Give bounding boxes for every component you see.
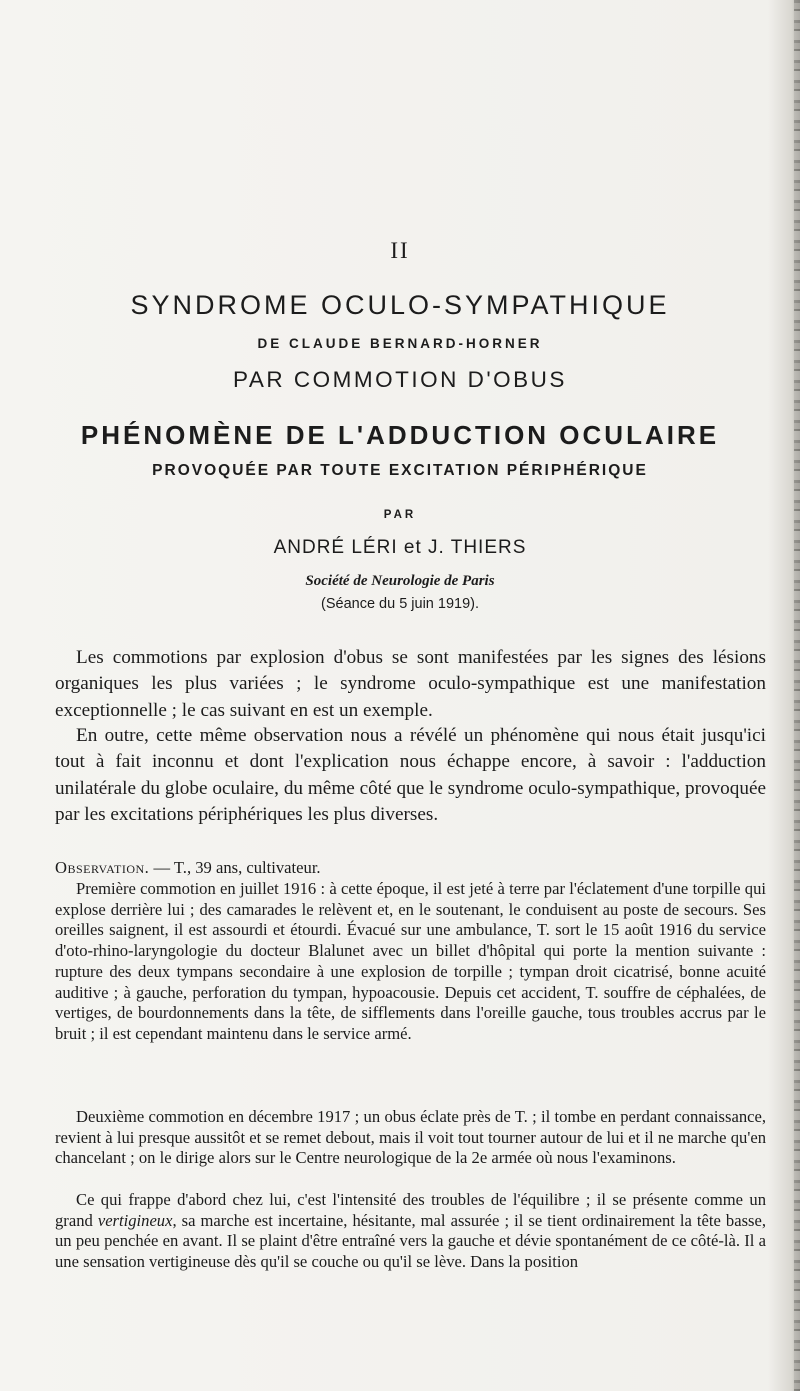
by-label: PAR	[383, 509, 417, 521]
paragraph-text: , sa marche est incertaine, hésitante, mal assurée ; il se tient ordinairement la tête basse, un peu penchée en avant. Il se plaint d'être entraîné vers la gauche et dévie spontanément de ce côté-là. Il a une sensation vertigineuse dès qu'il se couche ou qu'il se lève. Dans la position	[55, 1210, 766, 1272]
article-title-line3: PHÉNOMÈNE DE L'ADDUCTION OCULAIRE	[80, 420, 720, 450]
observation-heading	[55, 858, 766, 879]
observation-paragraph: Deuxième commotion en décembre 1917 ; un obus éclate près de T. ; il tombe en perdant connaissance, revient à lui presque aussitôt et se remet debout, mais il voit tout tourner autour de lui et il ne marche qu'en chancelant ; on le dirige alors sur le Centre neurologique de la 2e armée où nous l'examinons.	[55, 1107, 766, 1168]
observation-paragraph	[55, 1190, 766, 1273]
article-subtitle: DE CLAUDE BERNARD-HORNER	[257, 336, 543, 351]
article-title-line4: PROVOQUÉE PAR TOUTE EXCITATION PÉRIPHÉRIQUE	[152, 462, 648, 479]
society-name: Société de Neurologie de Paris	[305, 573, 495, 589]
article-title: SYNDROME OCULO-SYMPATHIQUE	[130, 290, 670, 320]
paragraph-text: Ce qui frappe d'abord chez lui, c'est l'intensité des troubles de l'équilibre ; il se présente comme un grand	[55, 1190, 766, 1230]
observation-paragraph: Première commotion en juillet 1916 : à cette époque, il est jeté à terre par l'éclatement d'une torpille qui explose derrière lui ; des camarades le relèvent et, en le soutenant, le conduisent au poste de secours. Ses oreilles saignent, il est assourdi et étourdi. Évacué sur une ambulance, T. sort le 15 août 1916 du service d'oto-rhino-laryngologie du docteur Blalunet avec un billet d'hôpital qui porte la mention suivante : rupture des deux tympans secondaire à une explosion de torpille ; tympan droit cicatrisé, bonne acuité auditive ; à gauche, perforation du tympan, hypoacousie. Depuis cet accident, T. souffre de céphalées, de vertiges, de bourdonnements dans la tête, de sifflements dans l'oreille gauche, tous troubles accrus par le bruit ; il est cependant maintenu dans le service armé.	[55, 879, 766, 1043]
page-edge	[794, 0, 800, 1391]
observation-label: Observation.	[55, 858, 150, 877]
observation-patient: — T., 39 ans, cultivateur.	[149, 858, 321, 877]
italic-term: vertigineux	[97, 1210, 173, 1230]
intro-paragraph: Les commotions par explosion d'obus se sont manifestées par les signes des lésions organiques les plus variées ; le syndrome oculo-sympathique est une manifestation exceptionnelle ; le cas suivant en est un exemple.	[55, 647, 766, 721]
section-number: II	[390, 238, 410, 263]
session-date: (Séance du 5 juin 1919).	[321, 596, 479, 612]
authors: ANDRÉ LÉRI et J. THIERS	[273, 537, 527, 558]
article-title-line2: PAR COMMOTION D'OBUS	[233, 367, 567, 392]
intro-paragraph: En outre, cette même observation nous a révélé un phénomène qui nous était jusqu'ici tout à fait inconnu et dont l'explication nous échappe encore, à savoir : l'adduction unilatérale du globe oculaire, du même côté que le syndrome oculo-sympathique, provoquée par les excitations périphériques les plus diverses.	[55, 725, 766, 825]
